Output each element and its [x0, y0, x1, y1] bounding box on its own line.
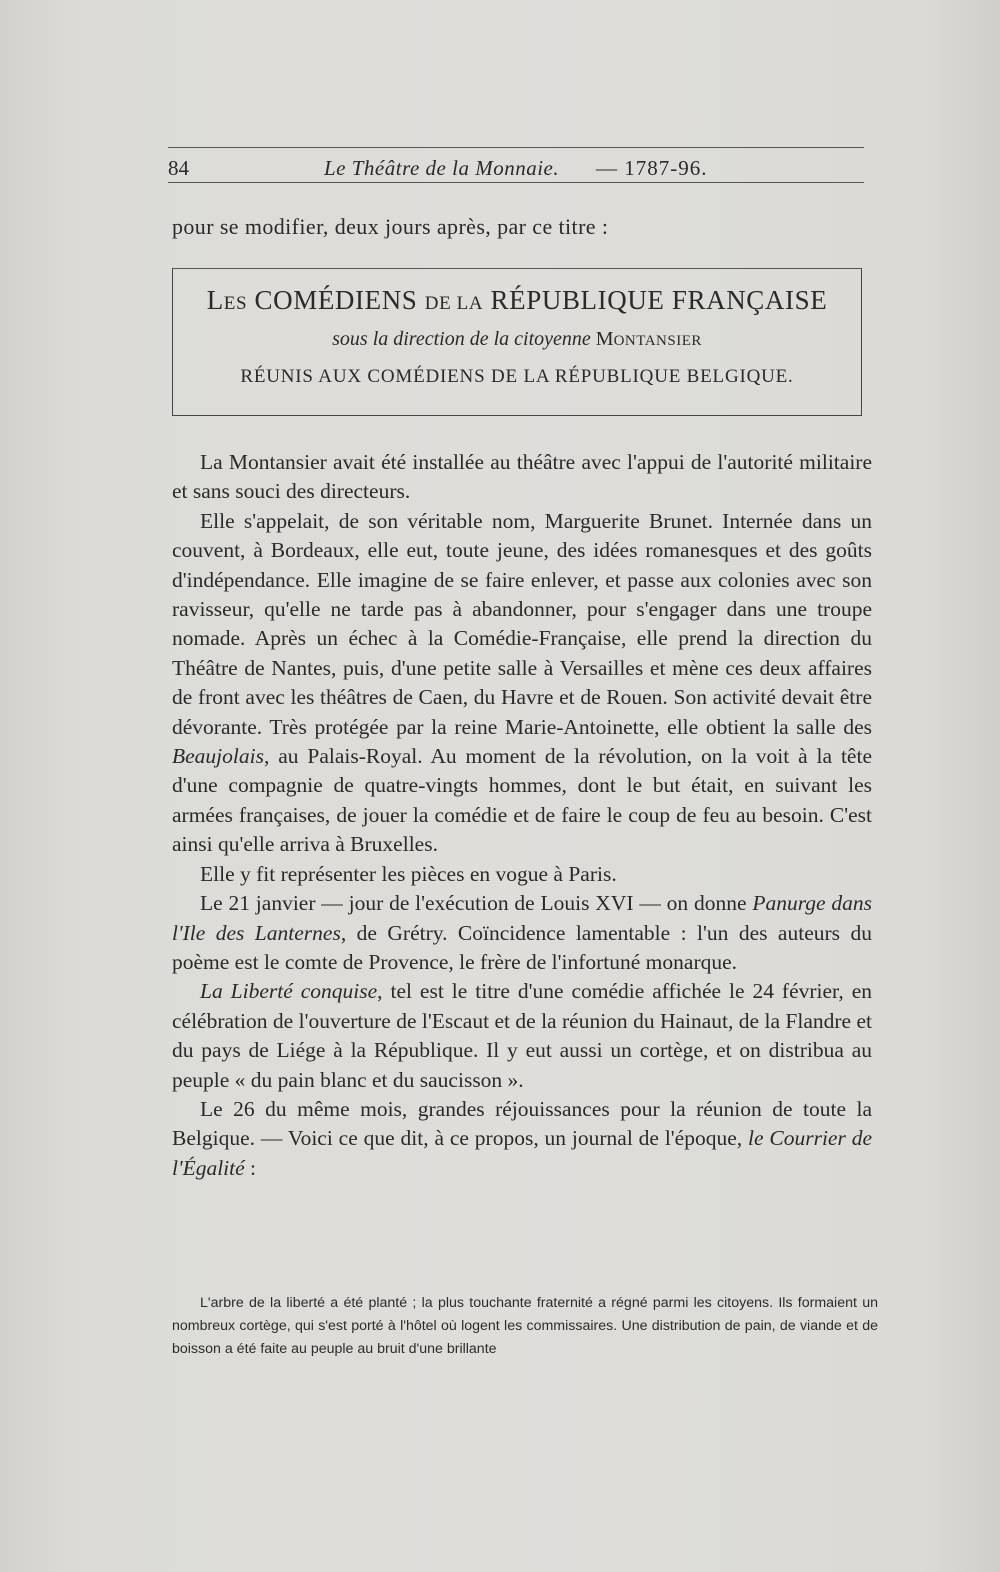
- page-number: 84: [168, 156, 189, 180]
- title-liberte-conquise: La Liberté conquise: [200, 979, 378, 1004]
- running-years: — 1787-96.: [596, 156, 708, 180]
- paragraph-6-text: Le 26 du même mois, grandes réjouissances pour la réunion de toute la Belgique. — Voici ce que dit, à ce propos, un journal de l'époque,: [172, 1096, 872, 1151]
- paragraph-2-text-b: , au Palais-Royal. Au moment de la révolution, on la voit à la tête d'une compagnie de quatre-vingts hommes, dont le but était, en suivant les armées françaises, de jouer la comédie et de faire le coup de feu au besoin. C'est ainsi qu'elle arriva à Bruxelles.: [172, 744, 872, 857]
- title-beaujolais: Beaujolais: [172, 744, 264, 769]
- title-courrier-egalite: le Courrier de l'Égalité: [172, 1126, 872, 1180]
- title-small-caps-2: DE LA: [424, 293, 484, 314]
- title-box-line-2: [173, 328, 861, 351]
- paragraph-4-text-a: Le 21 janvier — jour de l'exécution de Louis XVI — on donne: [200, 891, 747, 916]
- title-name-rest: ONTANSIER: [613, 333, 702, 349]
- paragraph-2: [172, 507, 872, 860]
- title-small-caps-1: ES: [223, 293, 248, 314]
- title-word-comediens: COMÉDIENS: [247, 285, 425, 315]
- title-box-line-1: [173, 285, 861, 316]
- intro-line: pour se modifier, deux jours après, par ce titre :: [172, 214, 609, 239]
- paragraph-5: [172, 977, 872, 1095]
- paragraph-6: [172, 1095, 872, 1183]
- paragraph-2-text-a: Elle s'appelait, de son véritable nom, Marguerite Brunet. Internée dans un couvent, à Bordeaux, elle eut, toute jeune, des idées romanesques et des goûts d'indépendance. Elle imagine de se faire enlever, et passe aux colonies avec son ravisseur, qu'elle ne tarde pas à abandonner, pour s'engager dans une troupe nomade. Après un échec à la Comédie-Française, elle prend la direction du Théâtre de Nantes, puis, d'une petite salle à Versailles et mène ces deux affaires de front avec les théâtres de Caen, du Havre et de Rouen. Son activité devait être dévorante. Très protégée par la reine Marie-Antoinette, elle obtient la salle des: [172, 508, 872, 739]
- title-initial: L: [206, 285, 224, 315]
- header-rule-bottom: [168, 182, 864, 183]
- paragraph-1: La Montansier avait été installée au théâtre avec l'appui de l'autorité militaire et sans souci des directeurs.: [172, 450, 872, 504]
- running-header: [168, 152, 864, 182]
- paragraph-4: [172, 889, 872, 977]
- paragraph-4-text-b: , de Grétry. Coïncidence lamentable : l'un des auteurs du poème est le comte de Provence, le frère de l'infortuné monarque.: [172, 920, 872, 974]
- paragraph-5-text: , tel est le titre d'une comédie affichée le 24 février, en célébration de l'ouverture de l'Escaut et de la réunion du Hainaut, de la Flandre et du pays de Liége à la République. Il y eut aussi un cortège, et on distribua au peuple « du pain blanc et du saucisson ».: [172, 979, 872, 1092]
- title-direction-italic: sous la direction de la citoyenne: [332, 328, 591, 350]
- title-panurge: Panurge dans l'Ile des Lanternes: [172, 891, 872, 945]
- title-name-initial: M: [595, 328, 614, 350]
- running-title: Le Théâtre de la Monnaie.: [324, 156, 560, 180]
- quotation-block: [172, 1292, 878, 1361]
- title-box: [172, 268, 862, 416]
- paragraph-6-colon: :: [244, 1155, 257, 1180]
- body-text: [172, 448, 872, 1183]
- title-box-line-3: RÉUNIS AUX COMÉDIENS DE LA RÉPUBLIQUE BELGIQUE.: [240, 366, 794, 387]
- header-rule-top: [168, 147, 864, 148]
- paragraph-3: Elle y fit représenter les pièces en vogue à Paris.: [200, 861, 617, 886]
- title-word-republique: RÉPUBLIQUE FRANÇAISE: [483, 285, 828, 315]
- quotation-text: L'arbre de la liberté a été planté ; la plus touchante fraternité a régné parmi les citoyens. Ils formaient un nombreux cortège, qui s'est porté à l'hôtel où logent les commissaires. Une distribution de pain, de viande et de boisson a été faite au peuple au bruit d'une brillante: [172, 1295, 878, 1357]
